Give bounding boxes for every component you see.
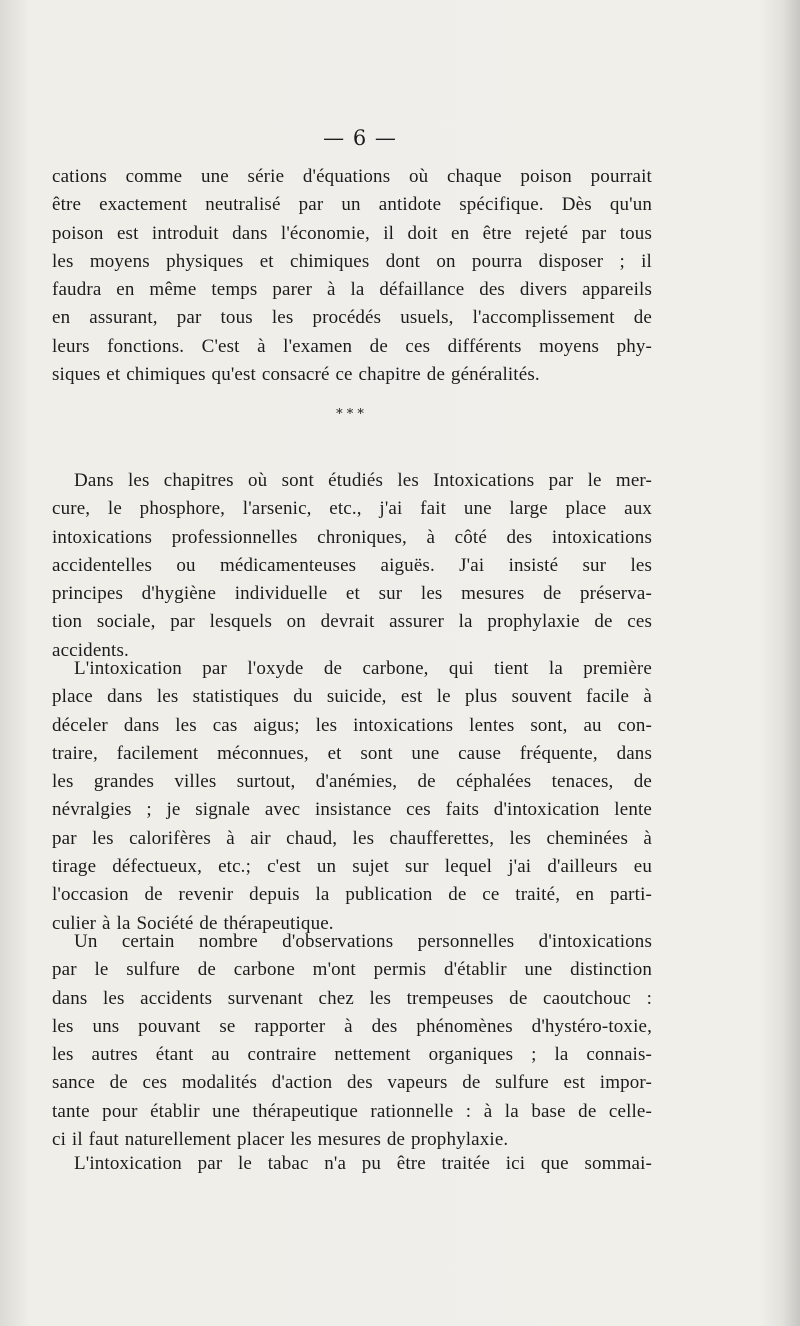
- text-line: les moyens physiques et chimiques dont on pourra disposer ; il: [52, 250, 652, 272]
- text-line: l'occasion de revenir depuis la publication de ce traité, en parti-: [52, 884, 652, 906]
- text-line: leurs fonctions. C'est à l'examen de ces différents moyens phy-: [52, 335, 652, 357]
- section-separator: * * *: [336, 407, 364, 422]
- text-line: par le sulfure de carbone m'ont permis d'établir une distinction: [52, 959, 652, 981]
- text-line: poison est introduit dans l'économie, il doit en être rejeté par tous: [52, 222, 652, 244]
- text-line: Dans les chapitres où sont étudiés les Intoxications par le mer-: [74, 470, 652, 491]
- paragraph-carbon-disulfide: [52, 928, 652, 1154]
- text-line: culier à la Société de thérapeutique.: [52, 912, 334, 934]
- text-line: tante pour établir une thérapeutique rationnelle : à la base de celle-: [52, 1100, 652, 1122]
- text-line: cure, le phosphore, l'arsenic, etc., j'ai fait une large place aux: [52, 498, 652, 520]
- text-line: les autres étant au contraire nettement organiques ; la connais-: [52, 1044, 652, 1066]
- text-line: en assurant, par tous les procédés usuels, l'accomplissement de: [52, 307, 652, 329]
- paragraph-tobacco: [52, 1150, 652, 1178]
- text-line: par les calorifères à air chaud, les chaufferettes, les cheminées à: [52, 827, 652, 849]
- text-line: Un certain nombre d'observations personnelles d'intoxications: [74, 931, 652, 952]
- text-line: principes d'hygiène individuelle et sur les mesures de préserva-: [52, 583, 652, 605]
- text-line: ci il faut naturellement placer les mesures de prophylaxie.: [52, 1129, 509, 1151]
- paragraph-chapters: [52, 467, 652, 665]
- text-line: tion sociale, par lesquels on devrait assurer la prophylaxie de ces: [52, 611, 652, 633]
- text-line: accidents.: [52, 639, 129, 661]
- text-line: siques et chimiques qu'est consacré ce chapitre de généralités.: [52, 364, 540, 386]
- text-line: accidentelles ou médicamenteuses aiguës. J'ai insisté sur les: [52, 554, 652, 576]
- text-line: L'intoxication par l'oxyde de carbone, qui tient la première: [74, 658, 652, 679]
- text-line: tirage défectueux, etc.; c'est un sujet sur lequel j'ai d'ailleurs eu: [52, 856, 652, 878]
- text-line: dans les accidents survenant chez les trempeuses de caoutchouc :: [52, 987, 652, 1009]
- text-line: cations comme une série d'équations où chaque poison pourrait: [52, 166, 652, 187]
- text-line: traire, facilement méconnues, et sont une cause fréquente, dans: [52, 742, 652, 764]
- paragraph-intro: [52, 163, 652, 389]
- text-line: être exactement neutralisé par un antidote spécifique. Dès qu'un: [52, 194, 652, 216]
- text-line: déceler dans les cas aigus; les intoxications lentes sont, au con-: [52, 714, 652, 736]
- text-line: intoxications professionnelles chroniques, à côté des intoxications: [52, 526, 652, 548]
- text-line: faudra en même temps parer à la défaillance des divers appareils: [52, 279, 652, 301]
- paragraph-carbon-monoxide: [52, 655, 652, 938]
- text-line: sance de ces modalités d'action des vapeurs de sulfure est impor-: [52, 1072, 652, 1094]
- text-line: L'intoxication par le tabac n'a pu être traitée ici que sommai-: [74, 1153, 652, 1174]
- page-number: — 6 —: [323, 126, 397, 150]
- text-line: les uns pouvant se rapporter à des phénomènes d'hystéro-toxie,: [52, 1015, 652, 1037]
- text-line: névralgies ; je signale avec insistance ces faits d'intoxication lente: [52, 799, 652, 821]
- text-line: les grandes villes surtout, d'anémies, de céphalées tenaces, de: [52, 771, 652, 793]
- text-line: place dans les statistiques du suicide, est le plus souvent facile à: [52, 686, 652, 708]
